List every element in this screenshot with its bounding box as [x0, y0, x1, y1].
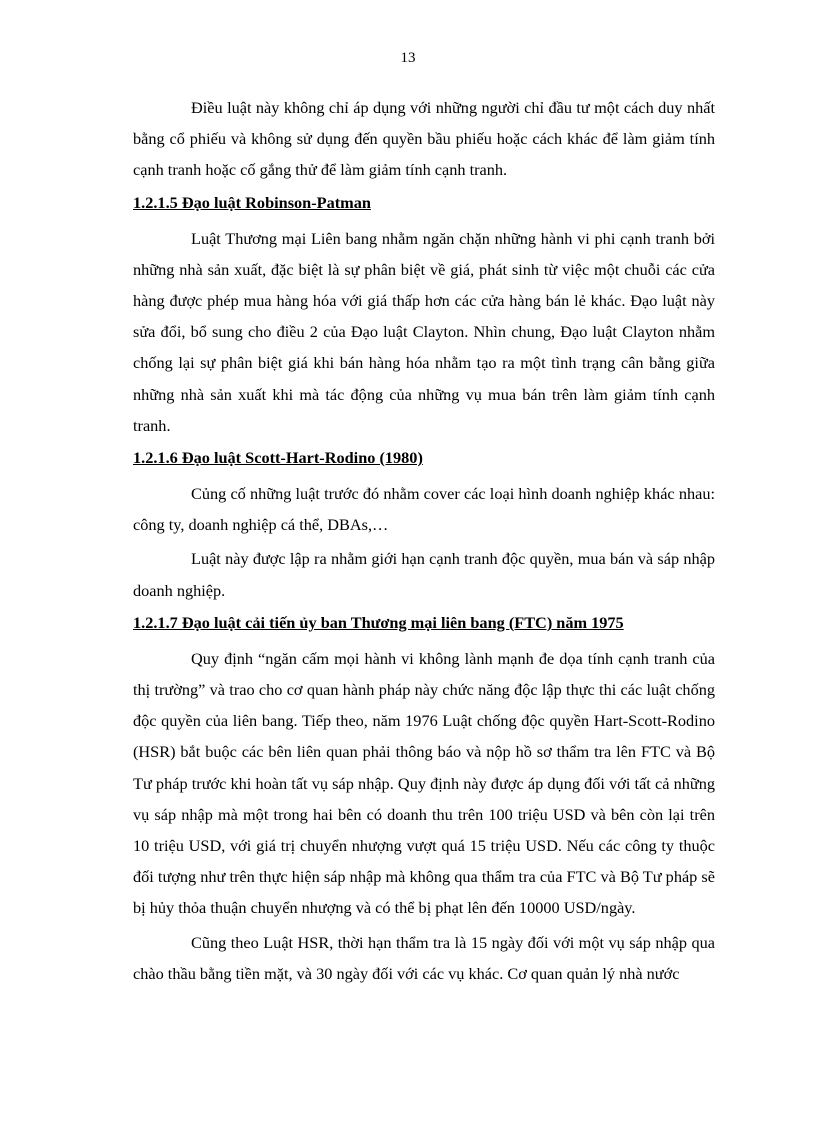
heading-robinson-patman: 1.2.1.5 Đạo luật Robinson-Patman: [133, 192, 371, 212]
paragraph-robinson-patman: Luật Thương mại Liên bang nhằm ngăn chặn những hành vi phi cạnh tranh bởi những nhà sản xuất, đặc biệt là sự phân biệt về giá, phát sinh từ việc một chuỗi các cửa hàng được phép mua hàng hóa với giá thấp hơn các cửa hàng bán lẻ khác. Đạo luật này sửa đổi, bổ sung cho điều 2 của Đạo luật Clayton. Nhìn chung, Đạo luật Clayton nhằm chống lại sự phân biệt giá khi bán hàng hóa nhằm tạo ra một tình trạng cân bằng giữa những nhà sản xuất khi mà tác động của những vụ mua bán trên làm giảm tính cạnh tranh.: [133, 228, 715, 435]
paragraph-scott-hart-rodino-2: Luật này được lập ra nhằm giới hạn cạnh tranh độc quyền, mua bán và sáp nhập doanh nghiệp.: [133, 549, 715, 600]
paragraph-scott-hart-rodino-1: Củng cố những luật trước đó nhằm cover các loại hình doanh nghiệp khác nhau: công ty, doanh nghiệp cá thể, DBAs,…: [133, 484, 715, 535]
heading-ftc-act: 1.2.1.7 Đạo luật cải tiến ủy ban Thương mại liên bang (FTC) năm 1975: [133, 612, 624, 632]
heading-scott-hart-rodino: 1.2.1.6 Đạo luật Scott-Hart-Rodino (1980): [133, 448, 423, 468]
paragraph-ftc-2: Cũng theo Luật HSR, thời hạn thẩm tra là 15 ngày đối với một vụ sáp nhập qua chào thầu bằng tiền mặt, và 30 ngày đối với các vụ khác. Cơ quan quản lý nhà nước: [133, 932, 715, 983]
paragraph-ftc-1: Quy định “ngăn cấm mọi hành vi không lành mạnh đe dọa tính cạnh tranh của thị trường” và trao cho cơ quan hành pháp này chức năng độc lập thực thi các luật chống độc quyền của liên bang. Tiếp theo, năm 1976 Luật chống độc quyền Hart-Scott-Rodino (HSR) bắt buộc các bên liên quan phải thông báo và nộp hồ sơ thẩm tra lên FTC và Bộ Tư pháp trước khi hoàn tất vụ sáp nhập. Quy định này được áp dụng đối với tất cả những vụ sáp nhập mà một trong hai bên có doanh thu trên 100 triệu USD và bên còn lại trên 10 triệu USD, với giá trị chuyển nhượng vượt quá 15 triệu USD. Nếu các công ty thuộc đối tượng như trên thực hiện sáp nhập mà không qua thẩm tra của FTC và Bộ Tư pháp sẽ bị hủy thỏa thuận chuyển nhượng và có thể bị phạt lên đến 10000 USD/ngày.: [133, 648, 715, 918]
paragraph-intro: Điều luật này không chỉ áp dụng với những người chỉ đầu tư một cách duy nhất bằng cổ phiếu và không sử dụng đến quyền bầu phiếu hoặc cách khác để làm giảm tính cạnh tranh hoặc cố gắng thử để làm giảm tính cạnh tranh.: [133, 98, 715, 180]
page-number: 13: [400, 50, 416, 66]
page-content: [133, 92, 715, 992]
